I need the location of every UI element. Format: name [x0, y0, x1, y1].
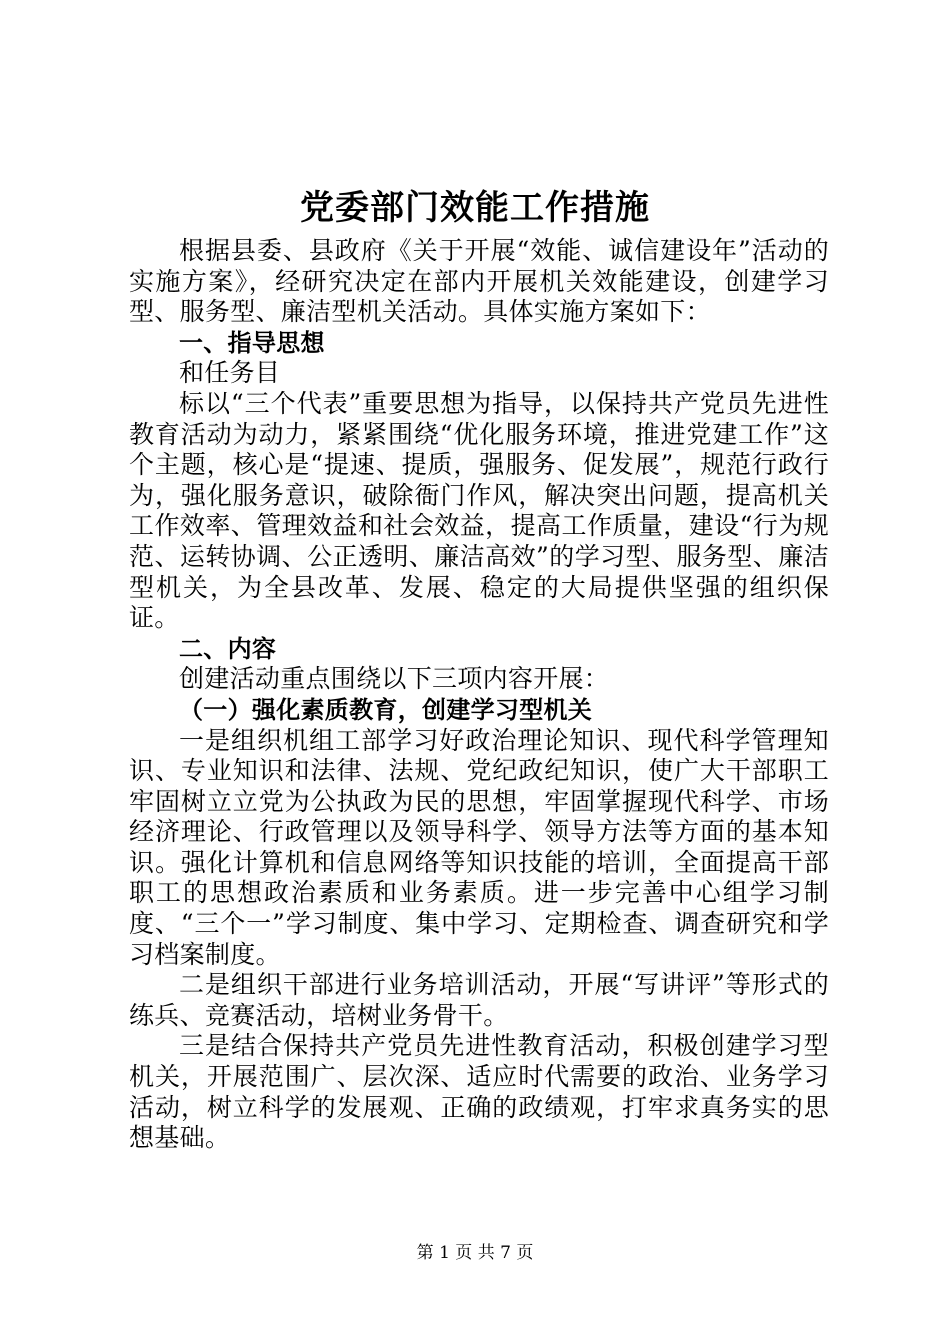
body-paragraph: 三是结合保持共产党员先进性教育活动，积极创建学习型机关，开展范围广、层次深、适应时代需要的政治、业务学习活动，树立科学的发展观、正确的政绩观，打牢求真务实的思想基础。	[129, 1031, 829, 1153]
document-title: 党委部门效能工作措施	[300, 188, 650, 228]
body-paragraph: 标以“三个代表”重要思想为指导，以保持共产党员先进性教育活动为动力，紧紧围绕“优化服务环境，推进党建工作”这个主题，核心是“提速、提质，强服务、促发展”，规范行政行为，强化服务意识，破除衙门作风，解决突出问题，提高机关工作效率、管理效益和社会效益，提高工作质量，建设“行为规范、运转协调、公正透明、廉洁高效”的学习型、服务型、廉洁型机关，为全县改革、发展、稳定的大局提供坚强的组织保证。	[129, 388, 829, 633]
body-paragraph: 二是组织干部进行业务培训活动，开展“写讲评”等形式的练兵、竞赛活动，培树业务骨干。	[129, 970, 829, 1030]
section-heading-content: 二、内容	[179, 634, 277, 663]
section-heading-guiding-ideology: 一、指导思想	[179, 328, 325, 357]
subsection-heading-learning-organ: （一）强化素质教育，创建学习型机关	[179, 695, 593, 724]
body-paragraph: 创建活动重点围绕以下三项内容开展：	[179, 664, 610, 694]
intro-paragraph: 根据县委、县政府《关于开展“效能、诚信建设年”活动的实施方案》，经研究决定在部内开展机关效能建设，创建学习型、服务型、廉洁型机关活动。具体实施方案如下：	[129, 236, 829, 327]
document-body	[129, 236, 829, 1154]
body-paragraph: 一是组织机组工部学习好政治理论知识、现代科学管理知识、专业知识和法律、法规、党纪政纪知识，使广大干部职工牢固树立立党为公执政为民的思想，牢固掌握现代科学、市场经济理论、行政管理以及领导科学、领导方法等方面的基本知识。强化计算机和信息网络等知识技能的培训，全面提高干部职工的思想政治素质和业务素质。进一步完善中心组学习制度、“三个一”学习制度、集中学习、定期检查、调查研究和学习档案制度。	[129, 725, 829, 969]
page-number-footer: 第 1 页 共 7 页	[416, 1243, 534, 1263]
body-paragraph: 和任务目	[179, 358, 281, 388]
